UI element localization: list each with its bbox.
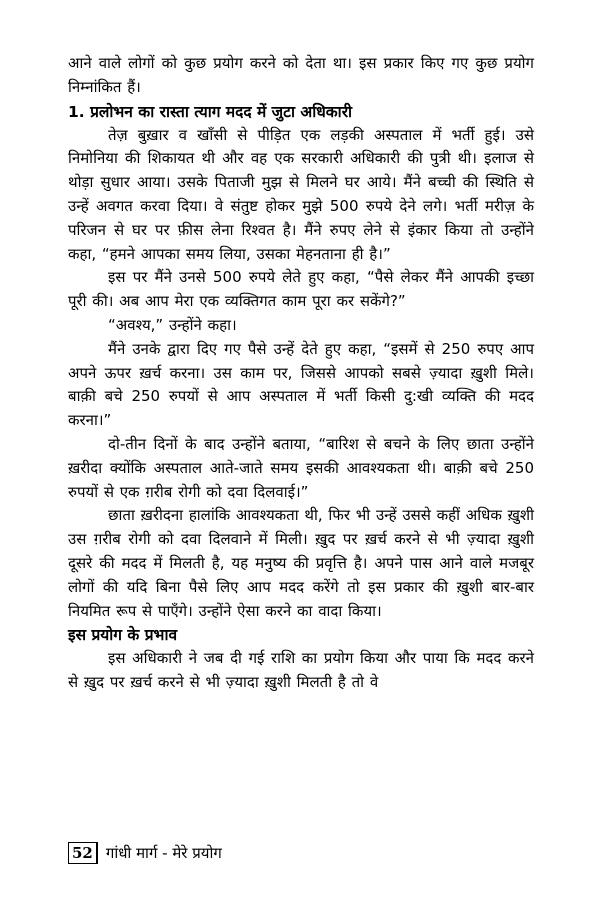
page-footer	[68, 842, 222, 864]
section-heading-1: 1. प्रलोभन का रास्ता त्याग मदद में जुटा अधिकारी	[68, 102, 353, 121]
paragraph-6: छाता ख़रीदना हालांकि आवश्यकता थी, फिर भी उन्हें उससे कहीं अधिक ख़ुशी उस ग़रीब रोगी को दवा दिलवाने में मिली। ख़ुद पर ख़र्च करने से भी ज़्यादा ख़ुशी दूसरे की मदद में मिलती है, यह मनुष्य की प्रवृत्ति है। अपने पास आने वाले मजबूर लोगों की यदि बिना पैसे लिए आप मदद करेंगे तो इस प्रकार की ख़ुशी बार-बार नियमित रूप से पाएँगे। उन्होंने ऐसा करने का वादा किया।	[68, 506, 534, 620]
paragraph-2: इस पर मैंने उनसे 500 रुपये लेते हुए कहा, “पैसे लेकर मैंने आपकी इच्छा पूरी की। अब आप मेरा एक व्यक्तिगत काम पूरा कर सकेंगे?”	[68, 268, 534, 311]
paragraph-intro: आने वाले लोगों को कुछ प्रयोग करने को देता था। इस प्रकार किए गए कुछ प्रयोग निम्नांकित हैं।	[68, 54, 534, 96]
page-body	[68, 52, 534, 695]
paragraph-1: तेज़ बुख़ार व खाँसी से पीड़ित एक लड़की अस्पताल में भर्ती हुई। उसे निमोनिया की शिकायत थी और वह एक सरकारी अधिकारी की पुत्री थी। इलाज से थोड़ा सुधार आया। उसके पिताजी मुझ से मिलने घर आये। मैंने बच्ची की स्थिति से उन्हें अवगत करवा दिया। वे संतुष्ट होकर मुझे 500 रुपये देने लगे। भर्ती मरीज़ के परिजन से घर पर फ़ीस लेना रिश्वत है। मैंने रुपए लेने से इंकार किया तो उन्होंने कहा, “हमने आपका समय लिया, उसका मेहनताना ही है।”	[68, 125, 534, 263]
book-title: गांधी मार्ग - मेरे प्रयोग	[105, 844, 222, 862]
paragraph-5: दो-तीन दिनों के बाद उन्होंने बताया, “बारिश से बचने के लिए छाता उन्होंने ख़रीदा क्योंकि अस्पताल आते-जाते समय इसकी आवश्यकता थी। बाक़ी बचे 250 रुपयों से एक ग़रीब रोगी को दवा दिलवाई।”	[68, 434, 534, 501]
section-heading-2: इस प्रयोग के प्रभाव	[68, 626, 178, 645]
page-number: 52	[68, 842, 98, 864]
paragraph-4: मैंने उनके द्वारा दिए गए पैसे उन्हें देते हुए कहा, “इसमें से 250 रुपए आप अपने ऊपर ख़र्च करना। उस काम पर, जिससे आपको सबसे ज़्यादा ख़ुशी मिले। बाक़ी बचे 250 रुपयों से आप अस्पताल में भर्ती किसी दु:खी व्यक्ति की मदद करना।”	[68, 339, 534, 430]
paragraph-7: इस अधिकारी ने जब दी गई राशि का प्रयोग किया और पाया कि मदद करने से ख़ुद पर ख़र्च करने से भी ज़्यादा ख़ुशी मिलती है तो वे	[68, 649, 534, 692]
paragraph-3: “अवश्य,” उन्होंने कहा।	[108, 315, 237, 334]
